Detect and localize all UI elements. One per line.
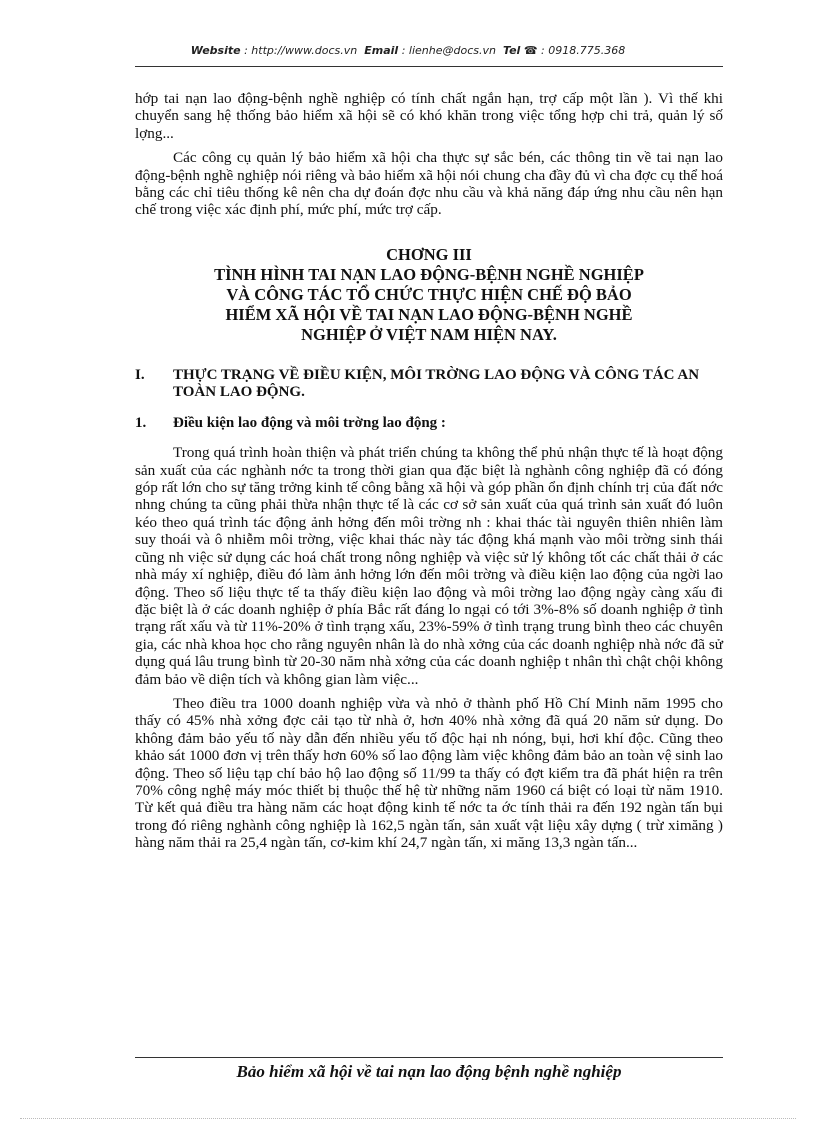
chapter-title-line: VÀ CÔNG TÁC TỔ CHỨC THỰC HIỆN CHẾ ĐỘ BẢO [226, 284, 632, 304]
paragraph-1: hớp tai nạn lao động-bệnh nghề nghiệp có tính chất ngắn hạn, trợ cấp một lần ). Vì thế khi chuyển sang hệ thống bảo hiểm xã hội sẽ có khó khăn trong việc tổng hợp chi trả, quản lý số lợng... [135, 90, 723, 142]
document-body [135, 90, 723, 859]
section-number: I. [135, 366, 145, 383]
chapter-title-line: TÌNH HÌNH TAI NẠN LAO ĐỘNG-BỆNH NGHỀ NGHIỆP [214, 264, 644, 284]
header-divider [135, 66, 723, 67]
paragraph-4: Theo điều tra 1000 doanh nghiệp vừa và nhỏ ở thành phố Hồ Chí Minh năm 1995 cho thấy có 45% nhà xởng đợc cải tạo từ nhà ở, hơn 40% nhà xởng đã quá 20 năm sử dụng. Do không đảm bảo yếu tố này dẫn đến nhiều yếu tố độc hại nh nóng, bụi, hơi khí độc. Cũng theo khảo sát 1000 đơn vị trên thấy hơn 60% số lao động làm việc không đảm bảo an toàn vệ sinh lao động. Theo số liệu tạp chí bảo hộ lao động số 11/99 ta thấy có đợt kiểm tra đã phát hiện ra trên 70% công nghệ máy móc thiết bị thuộc thế hệ từ những năm 1960 cá biệt có loại từ năm 1910. Từ kết quả điều tra hàng năm các hoạt động kinh tế nớc ta ớc tính thải ra đến 192 ngàn tấn bụi trong đó riêng nghành công nghiệp là 162,5 ngàn tấn, sản xuất vật liệu xây dựng ( trừ ximăng ) hàng năm thải ra 25,4 ngàn tấn, cơ-kim khí 24,7 ngàn tấn, xi măng 13,3 ngàn tấn... [135, 694, 723, 852]
section-title: THỰC TRẠNG VỀ ĐIỀU KIỆN, MÔI TRỜNG LAO ĐỘNG VÀ CÔNG TÁC AN TOÀN LAO ĐỘNG. [173, 366, 700, 400]
phone-icon: ☎ [523, 44, 538, 57]
chapter-title-line: HIỂM XÃ HỘI VỀ TAI NẠN LAO ĐỘNG-BỆNH NGHỀ [225, 304, 633, 324]
website-value[interactable]: : http://www.docs.vn [244, 44, 358, 57]
page-bottom-edge [20, 1118, 796, 1119]
page-footer: Bảo hiểm xã hội về tai nạn lao động bệnh nghề nghiệp [236, 1062, 622, 1080]
website-label: Website [190, 44, 241, 57]
tel-label: Tel [502, 44, 521, 57]
footer-divider [135, 1057, 723, 1058]
chapter-heading [135, 245, 723, 345]
chapter-title-line: NGHIỆP Ở VIỆT NAM HIỆN NAY. [301, 324, 557, 344]
subsection-number: 1. [135, 414, 147, 431]
tel-value: : 0918.775.368 [541, 44, 626, 57]
paragraph-3: Trong quá trình hoàn thiện và phát triển chúng ta không thể phủ nhận thực tế là hoạt động sản xuất của các nghành nớc ta trong thời gian qua đặc biệt là nghành công nghiệp đã có đóng góp rất lớn cho sự tăng trởng kinh tế công bằng xã hội và góp phần ổn định chính trị của đất nớc nhng chúng ta cũng phải thừa nhận thực tế là các cơ sở sản xuất của quá trình sản xuất đó luôn kéo theo quá trình tác động ảnh hởng đến môi trờng nh : khai thác tài nguyên thiên nhiên làm suy thoái và ô nhiễm môi trờng, việc khai thác này tác động khá mạnh vào môi trờng sinh thái cũng nh việc sử dụng các hoá chất trong nông nghiệp và việc sử lý không tốt các chất thải ở các nhà máy xí nghiệp, điều đó làm ảnh hởng lớn đến môi trờng và điều kiện lao động của ngời lao động. Theo số liệu thực tế ta thấy điều kiện lao động và môi trờng lao động ngày càng xấu đi đặc biệt là ở các doanh nghiệp ở phía Bắc rất đáng lo ngại có tới 3%-8% số doanh nghiệp ở tình trạng rất xấu và từ 11%-20% ở tình trạng xấu, 23%-59% ở tình trạng trung bình theo các chuyên gia, các nhà khoa học cho rằng nguyên nhân là do nhà xởng của các doanh nghiệp nhà nớc đã sử dụng quá lâu trung bình từ 20-30 năm nhà xởng của các doanh nghiệp t nhân thì chật chội không đảm bảo về diện tích và không gian làm việc... [135, 444, 723, 688]
section-heading [135, 367, 723, 401]
page-header [0, 44, 816, 57]
email-value[interactable]: : lienhe@docs.vn [401, 44, 496, 57]
subsection-title: Điều kiện lao động và môi trờng lao động : [173, 414, 446, 431]
chapter-number: CHƠNG III [386, 244, 472, 264]
email-label: Email [364, 44, 399, 57]
subsection-heading [135, 415, 723, 432]
paragraph-2: Các công cụ quản lý bảo hiểm xã hội cha thực sự sắc bén, các thông tin về tai nạn lao động-bệnh nghề nghiệp nói riêng và bảo hiểm xã hội nói chung cha đầy đủ vì cha đợc cụ thể hoá bằng các chỉ tiêu thống kê nên cha dự đoán đợc nhu cầu và khả năng đáp ứng nhu cầu nên hạn chế trong việc xác định phí, mức phí, mức trợ cấp. [135, 149, 723, 219]
